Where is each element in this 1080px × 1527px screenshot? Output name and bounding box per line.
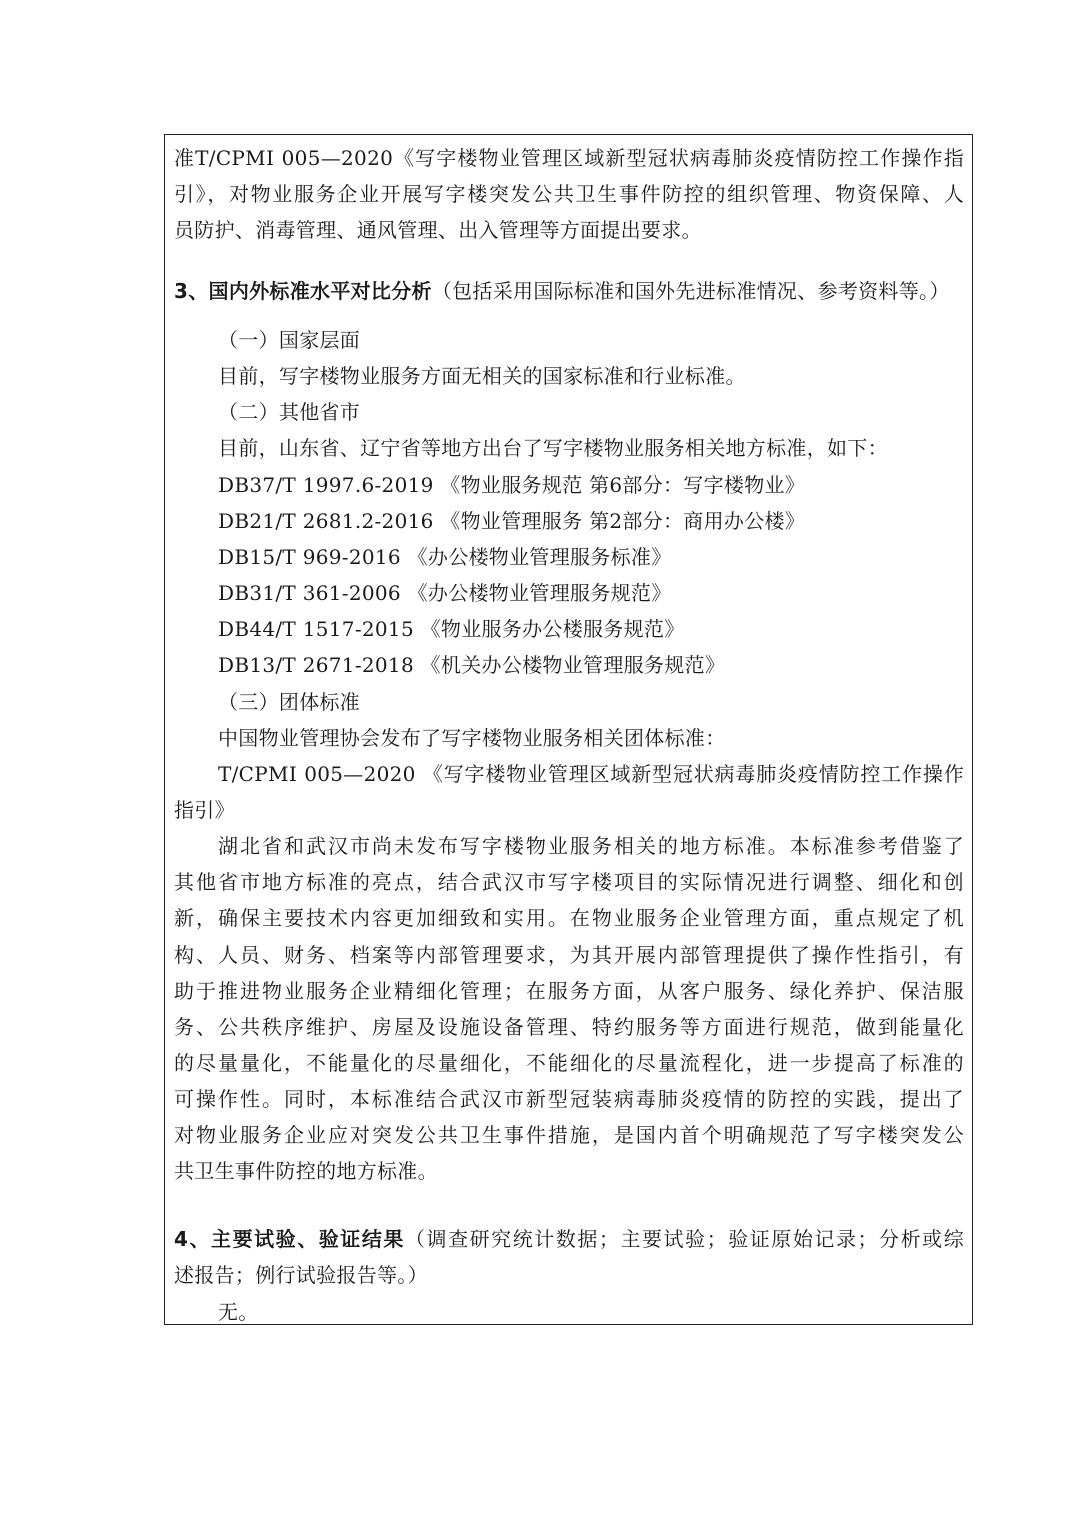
sub1-title: （一）国家层面 xyxy=(218,328,361,352)
intro-line-2: 引》，对物业服务企业开展写字楼突发公共卫生事件防控的组织管理、物资保障、人 xyxy=(174,182,964,206)
standard-item: DB15/T 969-2016 《办公楼物业管理服务标准》 xyxy=(218,545,672,569)
sub3-title: （三）团体标准 xyxy=(218,690,361,714)
summary-line: 可操作性。同时，本标准结合武汉市新型冠装病毒肺炎疫情的防控的实践，提出了 xyxy=(174,1087,964,1111)
section4-heading-title: 4、主要试验、验证结果 xyxy=(174,1227,405,1251)
intro-line-3: 员防护、消毒管理、通风管理、出入管理等方面提出要求。 xyxy=(174,218,702,242)
standard-item: DB44/T 1517-2015 《物业服务办公楼服务规范》 xyxy=(218,617,685,641)
section4-heading-note-line-2: 述报告；例行试验报告等。） xyxy=(174,1263,428,1287)
summary-line: 其他省市地方标准的亮点，结合武汉市写字楼项目的实际情况进行调整、细化和创 xyxy=(174,870,964,894)
standard-item: DB21/T 2681.2-2016 《物业管理服务 第2部分：商用办公楼》 xyxy=(218,509,806,533)
summary-line: 构、人员、财务、档案等内部管理要求，为其开展内部管理提供了操作性指引，有 xyxy=(174,943,964,967)
summary-line: 务、公共秩序维护、房屋及设施设备管理、特约服务等方面进行规范，做到能量化 xyxy=(174,1015,964,1039)
sub1-text: 目前，写字楼物业服务方面无相关的国家标准和行业标准。 xyxy=(218,364,746,388)
summary-line: 新，确保主要技术内容更加细致和实用。在物业服务企业管理方面，重点规定了机 xyxy=(174,906,964,930)
standard-item: DB13/T 2671-2018 《机关办公楼物业管理服务规范》 xyxy=(218,653,726,677)
section3-heading-note: （包括采用国际标准和国外先进标准情况、参考资料等。） xyxy=(431,279,950,303)
standard-item: DB31/T 361-2006 《办公楼物业管理服务规范》 xyxy=(218,581,672,605)
summary-line: 的尽量量化，不能量化的尽量细化，不能细化的尽量流程化，进一步提高了标准的 xyxy=(174,1051,964,1075)
section4-body: 无。 xyxy=(218,1300,259,1324)
section3-heading xyxy=(174,273,950,309)
section4-heading-note: （调查研究统计数据；主要试验；验证原始记录；分析或综 xyxy=(404,1227,964,1251)
sub2-title: （二）其他省市 xyxy=(218,400,361,424)
sub3-standard-line-1: T/CPMI 005—2020 《写字楼物业管理区域新型冠状病毒肺炎疫情防控工作操作 xyxy=(218,762,964,786)
summary-line: 对物业服务企业应对突发公共卫生事件措施，是国内首个明确规范了写字楼突发公 xyxy=(174,1123,964,1147)
summary-line: 助于推进物业服务企业精细化管理；在服务方面，从客户服务、绿化养护、保洁服 xyxy=(174,979,964,1003)
sub3-standard-line-2: 指引》 xyxy=(174,798,235,822)
summary-line: 湖北省和武汉市尚未发布写字楼物业服务相关的地方标准。本标准参考借鉴了 xyxy=(218,834,964,858)
intro-line-1: 准T/CPMI 005—2020《写字楼物业管理区域新型冠状病毒肺炎疫情防控工作操作指 xyxy=(174,146,964,170)
section4-heading xyxy=(174,1221,964,1257)
summary-line: 共卫生事件防控的地方标准。 xyxy=(174,1159,438,1183)
sub3-text: 中国物业管理协会发布了写字楼物业服务相关团体标准： xyxy=(218,726,726,750)
standard-item: DB37/T 1997.6-2019 《物业服务规范 第6部分：写字楼物业》 xyxy=(218,473,806,497)
sub2-text: 目前，山东省、辽宁省等地方出台了写字楼物业服务相关地方标准，如下： xyxy=(218,436,888,460)
section3-heading-title: 3、国内外标准水平对比分析 xyxy=(174,279,432,303)
